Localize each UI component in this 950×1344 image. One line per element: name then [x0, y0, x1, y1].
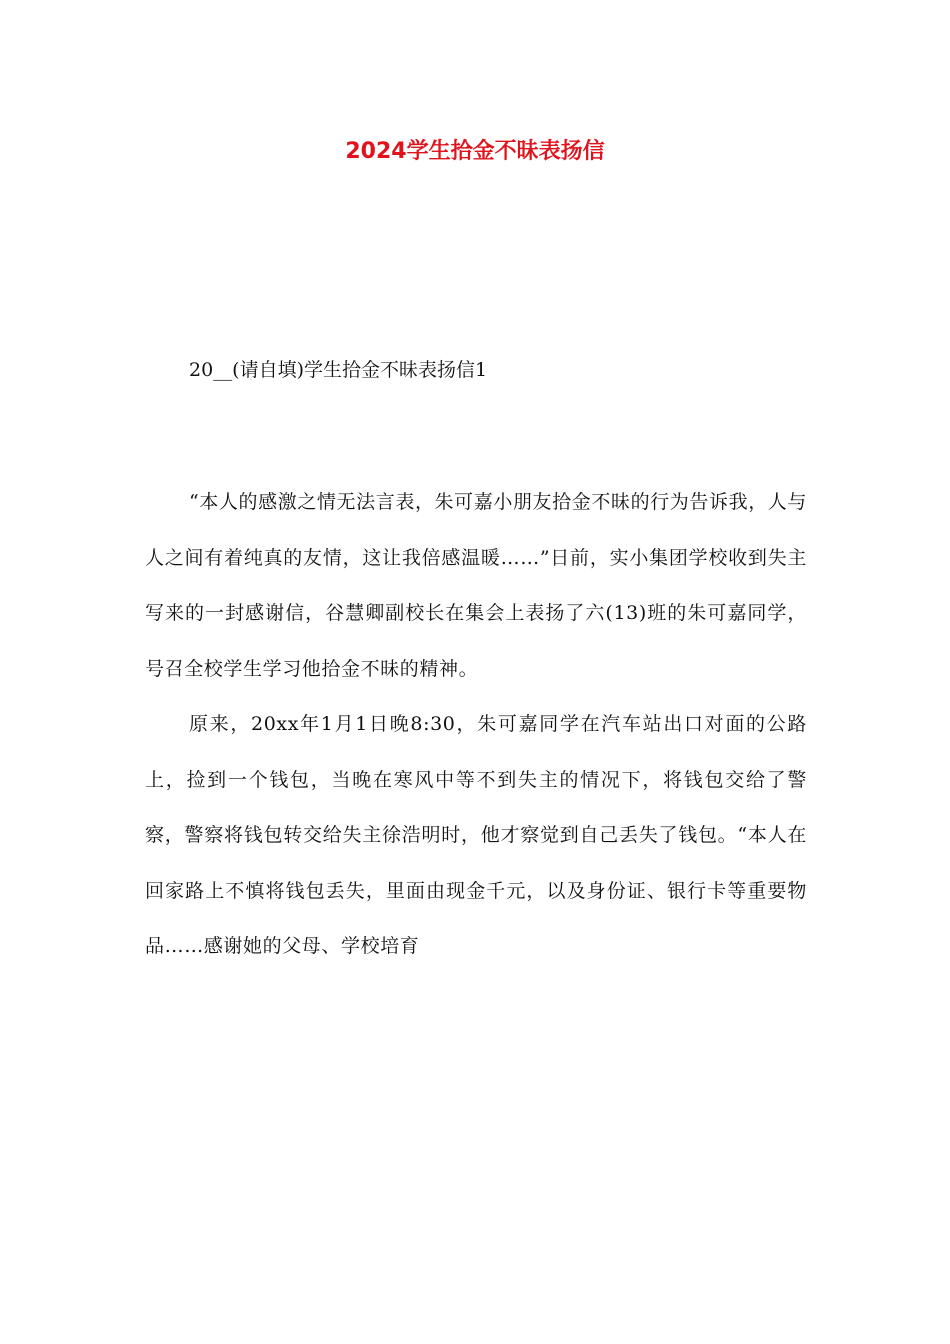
document-title: 2024学生拾金不昧表扬信 — [345, 139, 605, 164]
letter-heading: 20__(请自填)学生拾金不昧表扬信1 — [189, 359, 488, 381]
paragraph-1: “本人的感激之情无法言表，朱可嘉小朋友拾金不昧的行为告诉我，人与人之间有着纯真的友情，这让我倍感温暖……”日前，实小集团学校收到失主写来的一封感谢信，谷慧卿副校长在集会上表扬了六(13)班的朱可嘉同学，号召全校学生学习他拾金不昧的精神。 — [145, 491, 807, 680]
paragraph-2: 原来，20xx年1月1日晚8:30，朱可嘉同学在汽车站出口对面的公路上，捡到一个钱包，当晚在寒风中等不到失主的情况下，将钱包交给了警察，警察将钱包转交给失主徐浩明时，他才察觉到自己丢失了钱包。“本人在回家路上不慎将钱包丢失，里面由现金千元，以及身份证、银行卡等重要物品……感谢她的父母、学校培育 — [145, 713, 807, 957]
letter-body — [145, 475, 807, 975]
